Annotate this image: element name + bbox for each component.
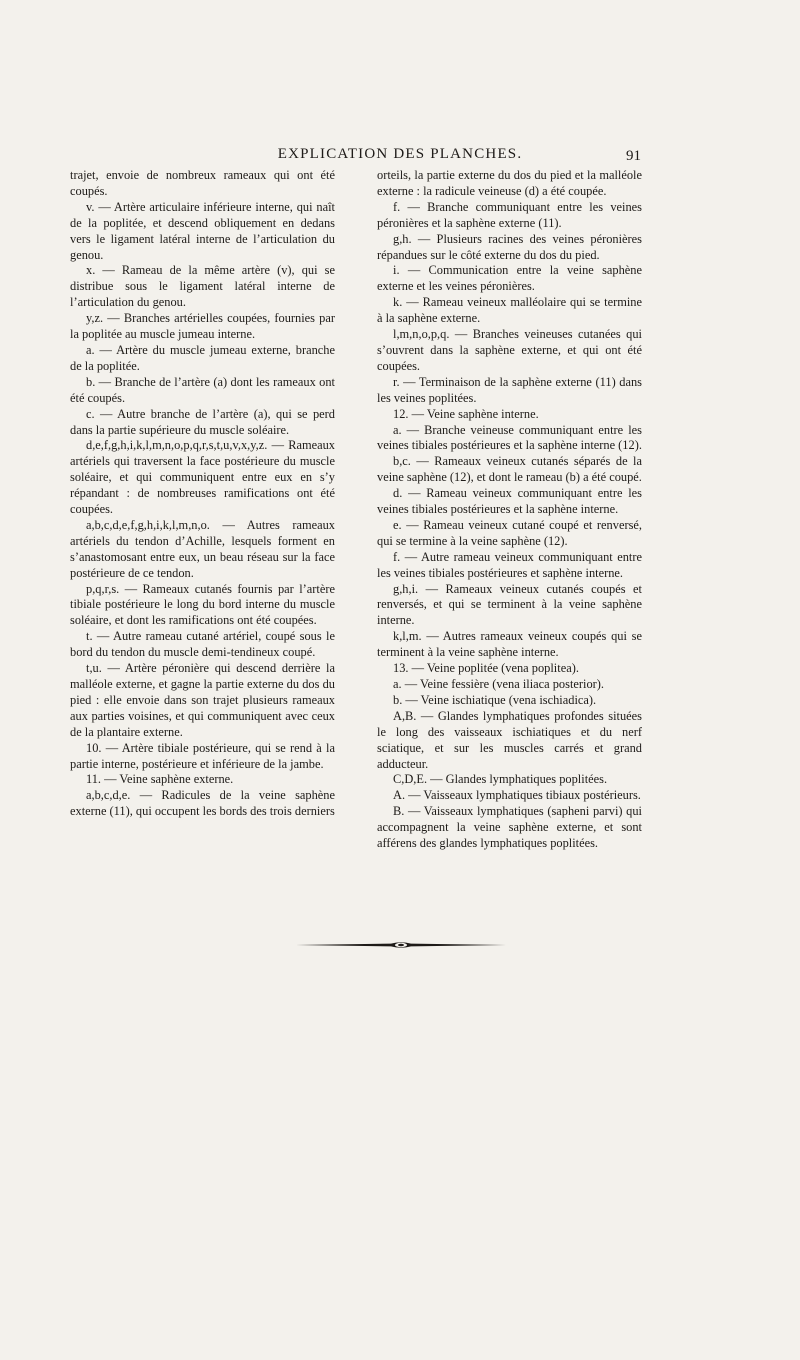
paragraph: p,q,r,s. — Rameaux cutanés fournis par l’artère tibiale postérieure le long du bord interne du muscle soléaire, et dont les ramifications ont été coupées.: [70, 581, 335, 628]
paragraph: l,m,n,o,p,q. — Branches veineuses cutanées qui s’ouvrent dans la saphène externe, et qui ont été coupées.: [377, 327, 642, 373]
paragraph: t. — Autre rameau cutané artériel, coupé sous le bord du tendon du muscle demi-tendineux coupé.: [70, 629, 335, 660]
paragraph: i. — Communication entre la veine saphène externe et les veines péronières.: [377, 263, 642, 294]
paragraph: a. — Veine fessière (vena iliaca posterior).: [393, 677, 605, 691]
paragraph: f. — Autre rameau veineux communiquant entre les veines tibiales postérieures et saphène interne.: [377, 549, 642, 580]
paragraph: t,u. — Artère péronière qui descend derrière la malléole externe, et gagne la partie externe du dos du pied : elle envoie dans son trajet plusieurs rameaux aux parties voisines, et qui communiquent avec ceux de la plantaire externe.: [70, 661, 335, 739]
paragraph: g,h. — Plusieurs racines des veines péronières répandues sur le côté externe du dos du pied.: [377, 231, 642, 262]
paragraph: k,l,m. — Autres rameaux veineux coupés qui se terminent à la veine saphène interne.: [377, 629, 642, 660]
paragraph: b. — Branche de l’artère (a) dont les rameaux ont été coupés.: [70, 374, 335, 405]
paragraph: 12. — Veine saphène interne.: [393, 406, 539, 421]
paragraph: d,e,f,g,h,i,k,l,m,n,o,p,q,r,s,t,u,v,x,y,z. — Rameaux artériels qui traversent la face postérieure du muscle soléaire, et qui communiquent entre eux en s’y répandant : de nombreuses ramifications ont été coupées.: [70, 438, 335, 517]
paragraph: 13. — Veine poplitée (vena poplitea).: [393, 661, 579, 676]
paragraph: r. — Terminaison de la saphène externe (11) dans les veines poplitées.: [377, 374, 642, 405]
paragraph: a,b,c,d,e. — Radicules de la veine saphène externe (11), qui occupent les bords des trois derniers: [70, 788, 335, 819]
paragraph: c. — Autre branche de l’artère (a), qui se perd dans la partie supérieure du muscle soléaire.: [70, 406, 335, 437]
left-column: [70, 168, 335, 820]
running-title: EXPLICATION DES PLANCHES.: [277, 146, 523, 162]
paragraph: A,B. — Glandes lymphatiques profondes situées le long des vaisseaux ischiatiques et du nerf sciatique, et sur les muscles carrés et grand adducteur.: [377, 708, 642, 771]
paragraph: f. — Branche communiquant entre les veines péronières et la saphène externe (11).: [377, 199, 642, 230]
paragraph: B. — Vaisseaux lymphatiques (sapheni parvi) qui accompagnent la veine saphène externe, et sont afférens des glandes lymphatiques poplitées.: [377, 804, 642, 851]
paragraph: orteils, la partie externe du dos du pied et la malléole externe : la radicule veineuse (d) a été coupée.: [377, 168, 642, 198]
paragraph: y,z. — Branches artérielles coupées, fournies par la poplitée au muscle jumeau interne.: [70, 311, 335, 342]
paragraph: e. — Rameau veineux cutané coupé et renversé, qui se termine à la veine saphène (12).: [377, 517, 642, 548]
paragraph: k. — Rameau veineux malléolaire qui se termine à la saphène externe.: [377, 295, 642, 326]
paragraph: a,b,c,d,e,f,g,h,i,k,l,m,n,o. — Autres rameaux artériels du tendon d’Achille, lesquels forment en s’anastomosant entre eux, un beau réseau sur la face postérieure de ce tendon.: [70, 517, 335, 580]
paragraph: v. — Artère articulaire inférieure interne, qui naît de la poplitée, et descend obliquement en dedans vers le ligament latéral interne de l’articulation du genou.: [70, 199, 335, 262]
paragraph: 10. — Artère tibiale postérieure, qui se rend à la partie interne, postérieure et inférieure de la jambe.: [70, 740, 335, 771]
right-column: [377, 168, 642, 852]
paragraph: A. — Vaisseaux lymphatiques tibiaux postérieurs.: [393, 788, 641, 803]
paragraph: b. — Veine ischiatique (vena ischiadica).: [393, 692, 597, 707]
paragraph: C,D,E. — Glandes lymphatiques poplitées.: [393, 772, 608, 787]
paragraph: x. — Rameau de la même artère (v), qui se distribue sous le ligament latéral interne de l’articulation du genou.: [70, 263, 335, 310]
paragraph: g,h,i. — Rameaux veineux cutanés coupés et renversés, et qui se terminent à la veine saphène interne.: [377, 581, 642, 628]
paragraph: d. — Rameau veineux communiquant entre les veines tibiales postérieures et la saphène interne.: [377, 486, 642, 517]
paragraph: trajet, envoie de nombreux rameaux qui ont été coupés.: [70, 168, 335, 198]
paragraph: a. — Branche veineuse communiquant entre les veines tibiales postérieures et la saphène interne (12).: [377, 422, 642, 453]
ornamental-divider: [296, 938, 506, 952]
page-number: 91: [626, 148, 641, 164]
paragraph: a. — Artère du muscle jumeau externe, branche de la poplitée.: [70, 342, 335, 373]
paragraph: b,c. — Rameaux veineux cutanés séparés de la veine saphène (12), et dont le rameau (b) a été coupé.: [377, 454, 642, 485]
paragraph: 11. — Veine saphène externe.: [86, 772, 234, 787]
